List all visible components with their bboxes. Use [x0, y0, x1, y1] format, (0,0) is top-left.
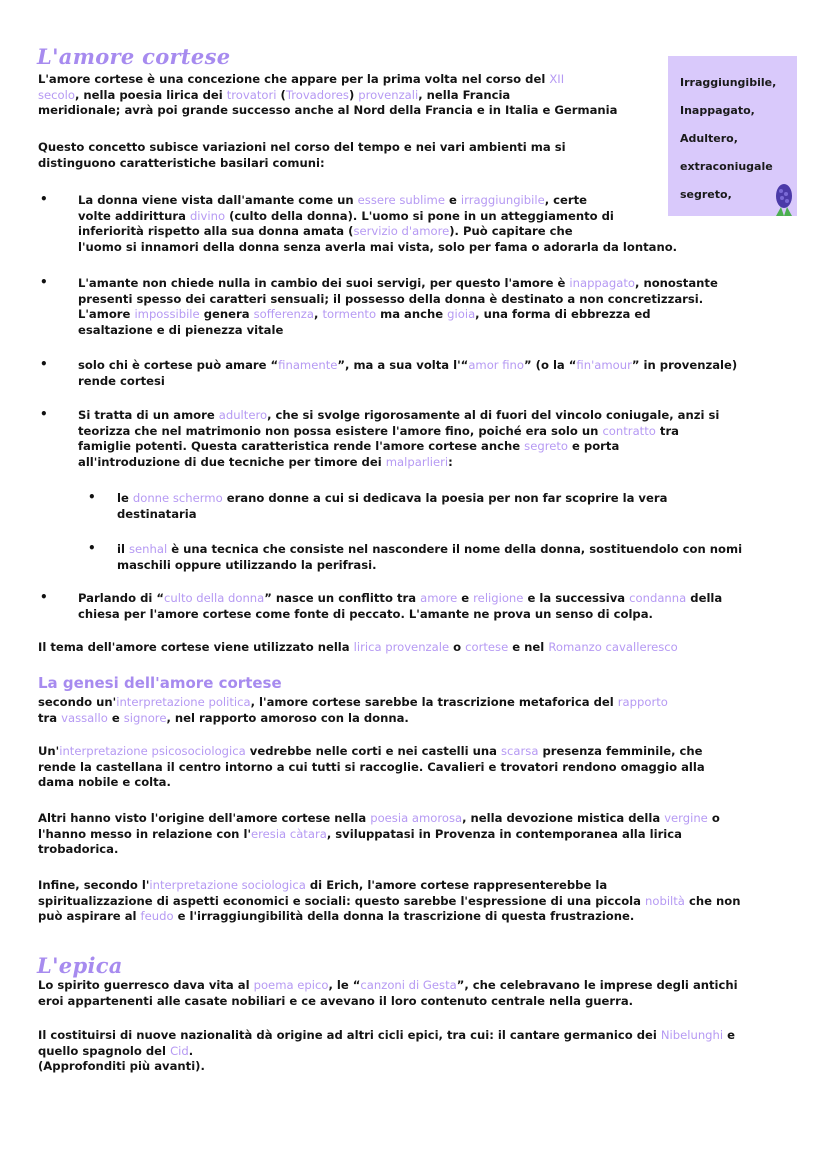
text-line: trobadorica.: [38, 842, 119, 856]
text-line: l'hanno messo in relazione con l'eresia càtara, sviluppatasi in Provenza in contemporanea alla lirica: [38, 826, 682, 841]
highlighted-term: canzoni di Gesta: [360, 978, 457, 992]
list-item: [78, 408, 808, 470]
highlighted-term: gioia: [447, 307, 476, 321]
highlighted-term: interpretazione psicosociologica: [59, 744, 246, 758]
text-line: famiglie potenti. Questa caratteristica rende l'amore cortese anche segreto e porta: [78, 439, 620, 453]
text-line: esaltazione e di pienezza vitale: [78, 322, 284, 337]
highlighted-term: donne schermo: [132, 491, 223, 505]
highlighted-term: feudo: [140, 909, 174, 923]
highlighted-term: interpretazione sociologica: [149, 878, 306, 892]
text-line: le donne schermo erano donne a cui si dedicava la poesia per non far scoprire la vera: [117, 491, 668, 505]
text-line: Un'interpretazione psicosociologica vedrebbe nelle corti e nei castelli una scarsa presenza femminile, che: [38, 744, 703, 758]
text-line: chiesa per l'amore cortese come fonte di peccato. L'amante ne prova un senso di colpa.: [78, 606, 653, 621]
text-line: Altri hanno visto l'origine dell'amore cortese nella poesia amorosa, nella devozione mistica della vergine o: [38, 811, 720, 825]
highlighted-term: scarsa: [501, 744, 539, 758]
bullet-marker: •: [40, 590, 48, 604]
highlighted-term: Trovadores: [285, 87, 349, 102]
text-line: L'amore impossibile genera sofferenza, tormento ma anche gioia, una forma di ebbrezza ed: [78, 307, 651, 321]
text-line: (Approfonditi più avanti).: [38, 1059, 205, 1073]
highlighted-term: malparlieri: [385, 454, 449, 469]
highlighted-term: amor fino: [468, 358, 524, 372]
sidebox-item: Irraggiungibile,: [680, 76, 777, 89]
bullet-marker: •: [40, 357, 48, 371]
highlighted-term: poesia amorosa: [370, 811, 463, 825]
section-title-genesi: La genesi dell'amore cortese: [38, 674, 282, 692]
highlighted-term: senhal: [128, 542, 168, 556]
list-item: [78, 591, 808, 622]
bullet-marker: •: [40, 407, 48, 421]
highlighted-term: contratto: [602, 423, 656, 438]
text-line: eroi appartenenti alle casate nobiliari e ce avevano il loro contenuto centrale nella guerra.: [38, 993, 634, 1008]
highlighted-term: tormento: [322, 307, 377, 321]
sidebox-item: Inappagato,: [680, 104, 755, 117]
highlighted-term: nobiltà: [645, 893, 685, 908]
text-line: dama nobile e colta.: [38, 775, 171, 789]
text-line: all'introduzione di due tecniche per timore dei malparlieri:: [78, 454, 453, 469]
list-item: [78, 193, 808, 255]
text-line: Lo spirito guerresco dava vita al poema epico, le “canzoni di Gesta”, che celebravano le imprese degli antichi: [38, 978, 738, 992]
text-line: Il costituirsi di nuove nazionalità dà origine ad altri cicli epici, tra cui: il cantare germanico dei Nibelunghi e: [38, 1028, 736, 1042]
highlighted-term: lirica provenzale: [353, 640, 450, 654]
highlighted-term: rapporto: [617, 695, 668, 709]
highlighted-term: amore: [420, 591, 458, 605]
section-title-amore-cortese: L'amore cortese: [37, 44, 231, 69]
sidebox-item: extraconiugale: [680, 160, 773, 173]
paragraph: [38, 811, 813, 858]
intro-paragraph: [38, 72, 658, 119]
highlighted-term: divino: [189, 208, 226, 223]
text-line: L'amante non chiede nulla in cambio dei suoi servigi, per questo l'amore è inappagato, nonostante: [78, 276, 718, 290]
highlighted-term: eresia càtara: [251, 826, 327, 841]
highlighted-term: vergine: [664, 811, 708, 825]
highlighted-term: essere sublime: [357, 193, 445, 207]
text-line: L'amore cortese è una concezione che appare per la prima volta nel corso del XII: [38, 72, 565, 86]
highlighted-term: XII: [549, 72, 565, 86]
text-line: Questo concetto subisce variazioni nel corso del tempo e nei vari ambienti ma si: [38, 140, 566, 154]
text-line: tra vassallo e signore, nel rapporto amoroso con la donna.: [38, 710, 409, 725]
paragraph: [38, 744, 813, 791]
text-line: maschili oppure utilizzando la perifrasi.: [117, 557, 377, 572]
text-line: solo chi è cortese può amare “finamente”, ma a sua volta l'“amor fino” (o la “fin'amour” in provenzale): [78, 358, 738, 372]
paragraph: [38, 878, 813, 925]
text-line: rende cortesi: [78, 373, 165, 388]
highlighted-term: interpretazione politica: [116, 695, 251, 709]
highlighted-term: cortese: [465, 640, 509, 654]
sidebox-item: segreto,: [680, 188, 732, 201]
characteristics-intro: [38, 140, 658, 171]
text-line: meridionale; avrà poi grande successo anche al Nord della Francia e in Italia e Germania: [38, 103, 618, 117]
text-line: destinataria: [117, 506, 197, 521]
text-line: spiritualizzazione di aspetti economici e sociali: questo sarebbe l'espressione di una piccola nobiltà che non: [38, 893, 741, 908]
text-line: secolo, nella poesia lirica dei trovatori (Trovadores) provenzali, nella Francia: [38, 87, 511, 102]
highlighted-term: secolo: [38, 87, 75, 102]
highlighted-term: fin'amour: [576, 358, 632, 372]
closing-paragraph: [38, 640, 808, 656]
text-line: teorizza che nel matrimonio non possa esistere l'amore fino, poiché era solo un contratto tra: [78, 423, 679, 438]
text-line: Infine, secondo l'interpretazione sociologica di Erich, l'amore cortese rappresenterebbe la: [38, 878, 608, 892]
highlighted-term: trovatori: [226, 87, 277, 102]
highlighted-term: Nibelunghi: [660, 1028, 724, 1042]
text-line: l'uomo si innamori della donna senza averla mai vista, solo per fama o adorarla da lontano.: [78, 239, 678, 254]
highlighted-term: signore: [123, 710, 167, 725]
highlighted-term: condanna: [629, 591, 687, 605]
highlighted-term: impossibile: [134, 307, 200, 321]
text-line: presenti spesso dei caratteri sensuali; il possesso della donna è destinato a non concretizzarsi.: [78, 291, 704, 306]
list-item: [78, 358, 808, 389]
sidebox-item: Adultero,: [680, 132, 738, 145]
paragraph: [38, 978, 813, 1009]
bullet-marker: •: [88, 490, 96, 504]
highlighted-term: inappagato: [569, 276, 635, 290]
text-line: quello spagnolo del Cid.: [38, 1043, 194, 1058]
text-line: volte addirittura divino (culto della donna). L'uomo si pone in un atteggiamento di: [78, 208, 614, 223]
list-item: [78, 276, 808, 338]
highlighted-term: provenzali: [358, 87, 419, 102]
text-line: secondo un'interpretazione politica, l'amore cortese sarebbe la trascrizione metaforica del rapporto: [38, 695, 668, 709]
text-line: può aspirare al feudo e l'irraggiungibilità della donna la trascrizione di questa frustrazione.: [38, 909, 635, 923]
text-line: Il tema dell'amore cortese viene utilizzato nella lirica provenzale o cortese e nel Romanzo cavalleresco: [38, 640, 678, 654]
section-title-epica: L'epica: [37, 953, 123, 978]
text-line: La donna viene vista dall'amante come un essere sublime e irraggiungibile, certe: [78, 193, 588, 207]
highlighted-term: religione: [473, 591, 524, 605]
list-item: [117, 491, 808, 522]
text-line: distinguono caratteristiche basilari comuni:: [38, 155, 325, 170]
highlighted-term: Cid: [170, 1043, 189, 1058]
highlighted-term: vassallo: [61, 710, 108, 725]
text-line: Si tratta di un amore adultero, che si svolge rigorosamente al di fuori del vincolo coniugale, anzi si: [78, 408, 720, 422]
bullet-marker: •: [40, 275, 48, 289]
highlighted-term: culto della donna: [164, 591, 265, 605]
bullet-marker: •: [40, 192, 48, 206]
paragraph: [38, 695, 813, 726]
paragraph: [38, 1028, 813, 1075]
highlighted-term: servizio d'amore: [353, 224, 450, 238]
highlighted-term: finamente: [278, 358, 338, 372]
highlighted-term: segreto: [524, 439, 568, 453]
text-line: Parlando di “culto della donna” nasce un conflitto tra amore e religione e la successiva condanna della: [78, 591, 723, 605]
text-line: rende la castellana il centro intorno a cui tutti si raccoglie. Cavalieri e trovatori rendono omaggio alla: [38, 759, 705, 774]
text-line: inferiorità rispetto alla sua donna amata (servizio d'amore). Può capitare che: [78, 224, 573, 238]
text-line: il senhal è una tecnica che consiste nel nascondere il nome della donna, sostituendolo con nomi: [117, 542, 743, 556]
list-item: [117, 542, 808, 573]
highlighted-term: Romanzo cavalleresco: [548, 640, 678, 654]
highlighted-term: adultero: [218, 408, 268, 422]
highlighted-term: irraggiungibile: [460, 193, 545, 207]
bullet-marker: •: [88, 541, 96, 555]
highlighted-term: poema epico: [253, 978, 329, 992]
highlighted-term: sofferenza: [253, 307, 314, 321]
